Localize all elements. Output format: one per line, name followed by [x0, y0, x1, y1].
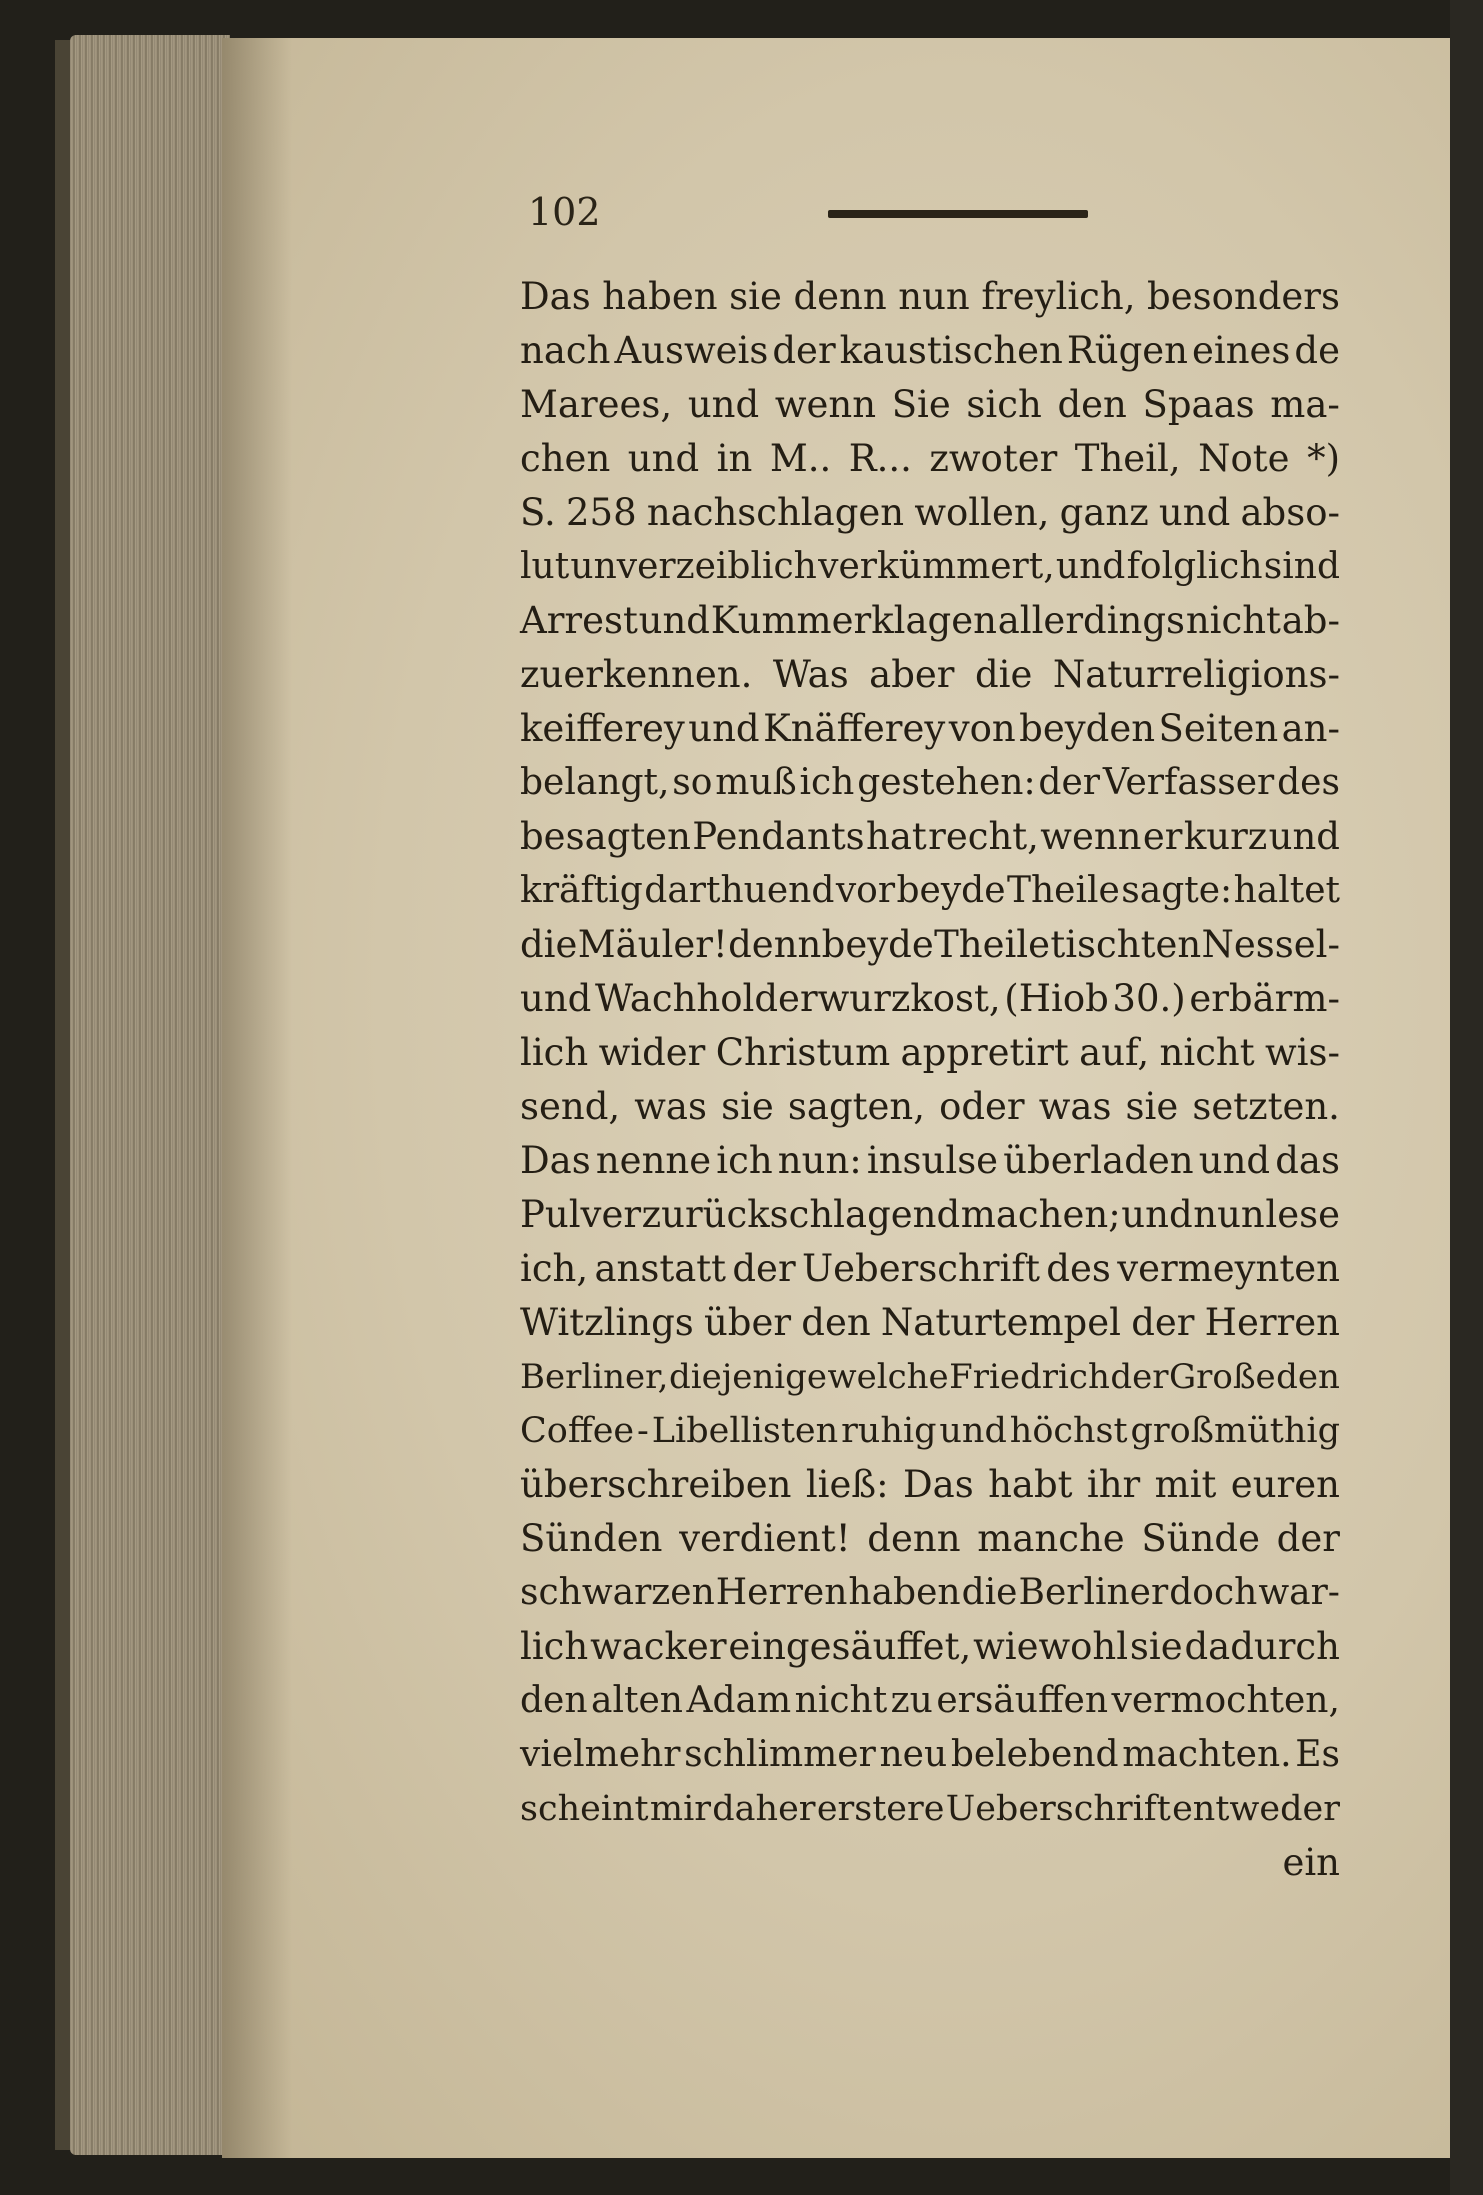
page-number: 102: [528, 190, 601, 234]
page-header: [528, 190, 1348, 240]
text-line: zuerkennen. Was aber die Naturreligions-: [520, 653, 1340, 696]
text-line: keifferey und Knäfferey von beyden Seiten an-: [520, 707, 1340, 750]
text-line: Das haben sie denn nun freylich, besonders: [520, 275, 1340, 318]
header-rule: [828, 210, 1088, 218]
text-line: lich wider Christum appretirt auf, nicht wis-: [520, 1031, 1340, 1074]
text-line: scheint mir daher erstere Ueberschrift entweder: [520, 1789, 1340, 1829]
catchword: ein: [1282, 1841, 1340, 1884]
text-line: überschreiben ließ: Das habt ihr mit euren: [520, 1463, 1340, 1506]
text-line: S. 258 nachschlagen wollen, ganz und abso-: [520, 491, 1340, 534]
text-line: schwarzen Herren haben die Berliner doch war-: [520, 1572, 1340, 1613]
text-line: besagten Pendants hat recht, wenn er kurz und: [520, 815, 1340, 858]
text-line: Marees, und wenn Sie sich den Spaas ma-: [520, 383, 1340, 426]
text-line: lut unverzeiblich verkümmert, und folglich sind: [520, 546, 1340, 587]
page-edges: [70, 35, 230, 2155]
gutter-shadow: [222, 38, 292, 2158]
text-line: Arrest und Kummerklagen allerdings nicht ab-: [520, 599, 1340, 642]
text-line: und Wachholderwurzkost, (Hiob 30.) erbärm-: [520, 977, 1340, 1020]
text-line: Witzlings über den Naturtempel der Herren: [520, 1301, 1340, 1344]
text-line: den alten Adam nicht zu ersäuffen vermochten,: [520, 1680, 1340, 1721]
text-line: belangt, so muß ich gestehen: der Verfasser des: [520, 762, 1340, 803]
text-line: Berliner, diejenige welche Friedrich der Große den: [520, 1357, 1340, 1397]
text-line: lich wacker eingesäuffet, wiewohl sie dadurch: [520, 1625, 1340, 1668]
text-line: send, was sie sagten, oder was sie setzten.: [520, 1085, 1340, 1128]
text-line: ich, anstatt der Ueberschrift des vermeynten: [520, 1247, 1340, 1290]
text-line: chen und in M.. R... zwoter Theil, Note *): [520, 437, 1340, 480]
body-text: [520, 270, 1340, 1890]
text-line: vielmehr schlimmer neu belebend machten. Es: [520, 1734, 1340, 1775]
scan-border: [1450, 0, 1483, 2195]
text-line: Das nenne ich nun: insulse überladen und das: [520, 1139, 1340, 1182]
text-line: nach Ausweis der kaustischen Rügen eines de: [520, 329, 1340, 372]
text-line: die Mäuler! denn beyde Theile tischten Nessel-: [520, 923, 1340, 966]
text-line: Coffee - Libellisten ruhig und höchst großmüthig: [520, 1411, 1340, 1451]
text-line: Sünden verdient! denn manche Sünde der: [520, 1517, 1340, 1560]
text-line: kräftig darthuend vor beyde Theile sagte: haltet: [520, 870, 1340, 911]
text-line: Pulver zurückschlagend machen; und nun lese: [520, 1193, 1340, 1236]
